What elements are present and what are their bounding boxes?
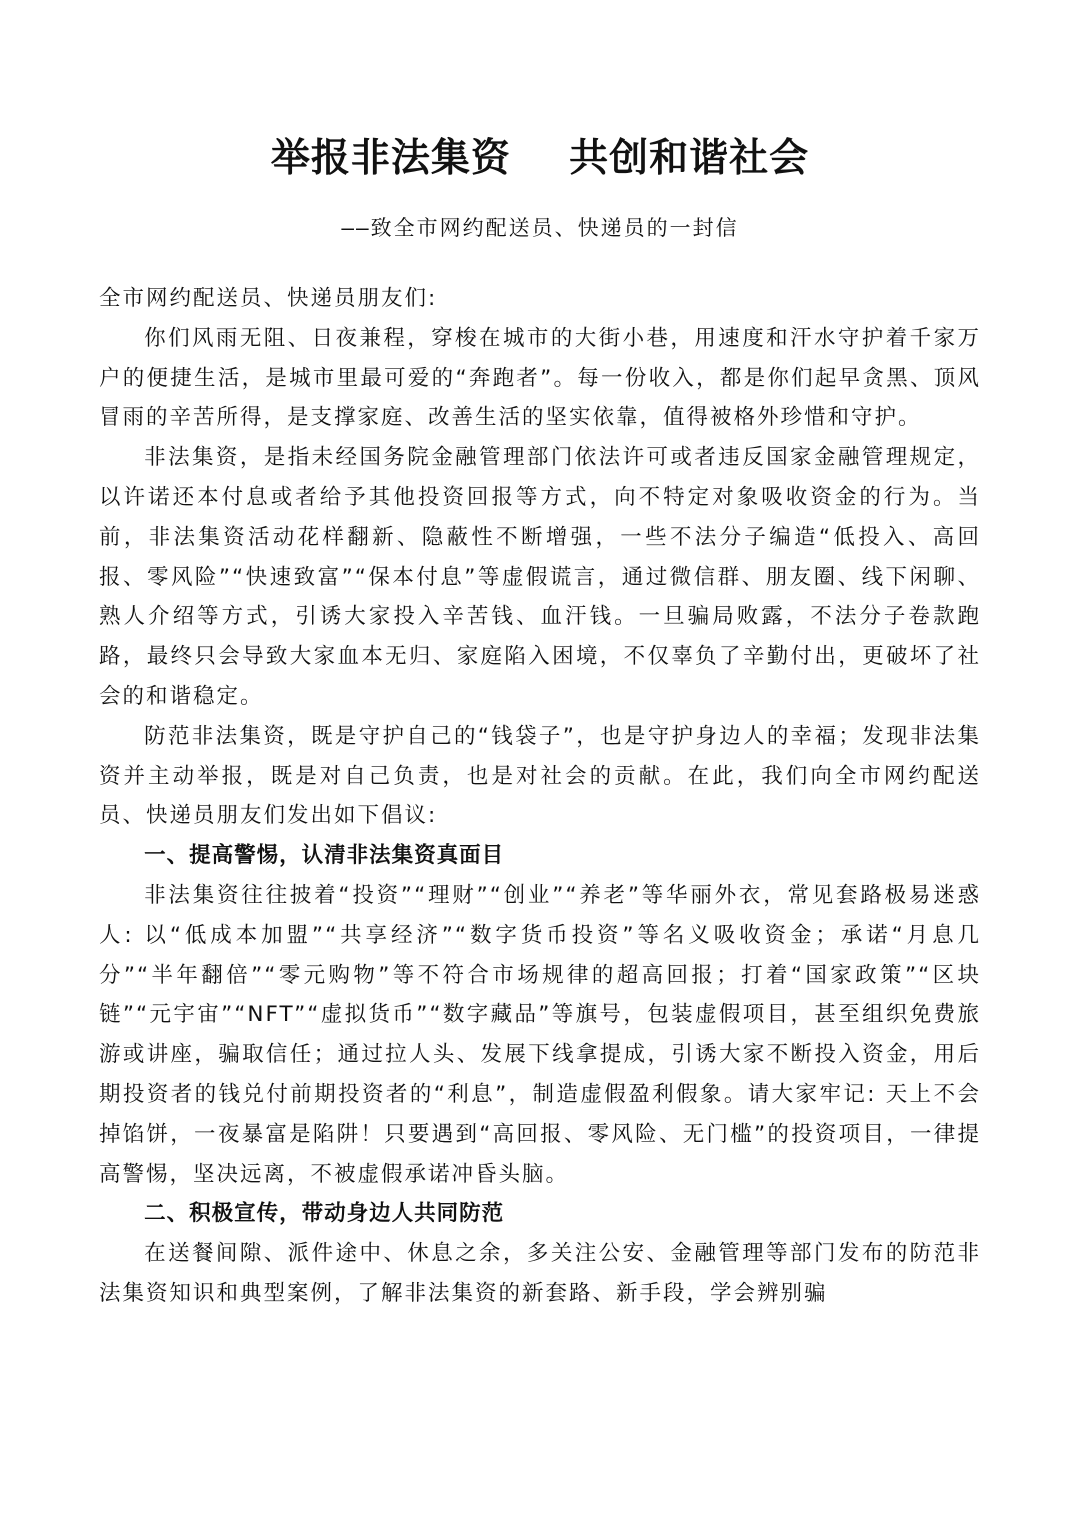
section-text-2: 在送餐间隙、派件途中、休息之余，多关注公安、金融管理等部门发布的防范非法集资知识和典型案例，了解非法集资的新套路、新手段，学会辨别骗	[99, 1241, 981, 1306]
salutation: 全市网约配送员、快递员朋友们:	[99, 286, 438, 311]
paragraph-definition: 非法集资，是指未经国务院金融管理部门依法许可或者违反国家金融管理规定，以许诺还本付息或者给予其他投资回报等方式，向不特定对象吸收资金的行为。当前，非法集资活动花样翻新、隐蔽性不断增强，一些不法分子编造“低投入、高回报、零风险”“快速致富”“保本付息”等虚假谎言，通过微信群、朋友圈、线下闲聊、熟人介绍等方式，引诱大家投入辛苦钱、血汗钱。一旦骗局败露，不法分子卷款跑路，最终只会导致大家血本无归、家庭陷入困境，不仅辜负了辛勤付出，更破坏了社会的和谐稳定。	[99, 445, 981, 709]
section-heading-1: 一、提高警惕，认清非法集资真面目	[144, 843, 505, 869]
document-body	[99, 279, 981, 1314]
document-title: 举报非法集资 共创和谐社会	[270, 135, 810, 181]
section-heading-2: 二、积极宣传，带动身边人共同防范	[144, 1201, 505, 1227]
paragraph-intro: 你们风雨无阻、日夜兼程，穿梭在城市的大街小巷，用速度和汗水守护着千家万户的便捷生活，是城市里最可爱的“奔跑者”。每一份收入，都是你们起早贪黑、顶风冒雨的辛苦所得，是支撑家庭、改善生活的坚实依靠，值得被格外珍惜和守护。	[99, 325, 981, 431]
paragraph-proposal: 防范非法集资，既是守护自己的“钱袋子”，也是守护身边人的幸福；发现非法集资并主动举报，既是对自己负责，也是对社会的贡献。在此，我们向全市网约配送员、快递员朋友们发出如下倡议:	[99, 723, 981, 829]
document-subtitle: ——致全市网约配送员、快递员的一封信	[341, 216, 739, 240]
section-text-1: 非法集资往往披着“投资”“理财”“创业”“养老”等华丽外衣，常见套路极易迷惑人: 以“低成本加盟”“共享经济”“数字货币投资”等名义吸收资金；承诺“月息几分”“半年翻倍”“零元购物”等不符合市场规律的超高回报；打着“国家政策”“区块链”“元宇宙”“NFT”“虚拟货币”“数字藏品”等旗号，包装虚假项目，甚至组织免费旅游或讲座，骗取信任；通过拉人头、发展下线拿提成，引诱大家不断投入资金，用后期投资者的钱兑付前期投资者的“利息”，制造虚假盈利假象。请大家牢记: 天上不会掉馅饼，一夜暴富是陷阱！只要遇到“高回报、零风险、无门槛”的投资项目，一律提高警惕，坚决远离，不被虚假承诺冲昏头脑。	[99, 882, 981, 1187]
